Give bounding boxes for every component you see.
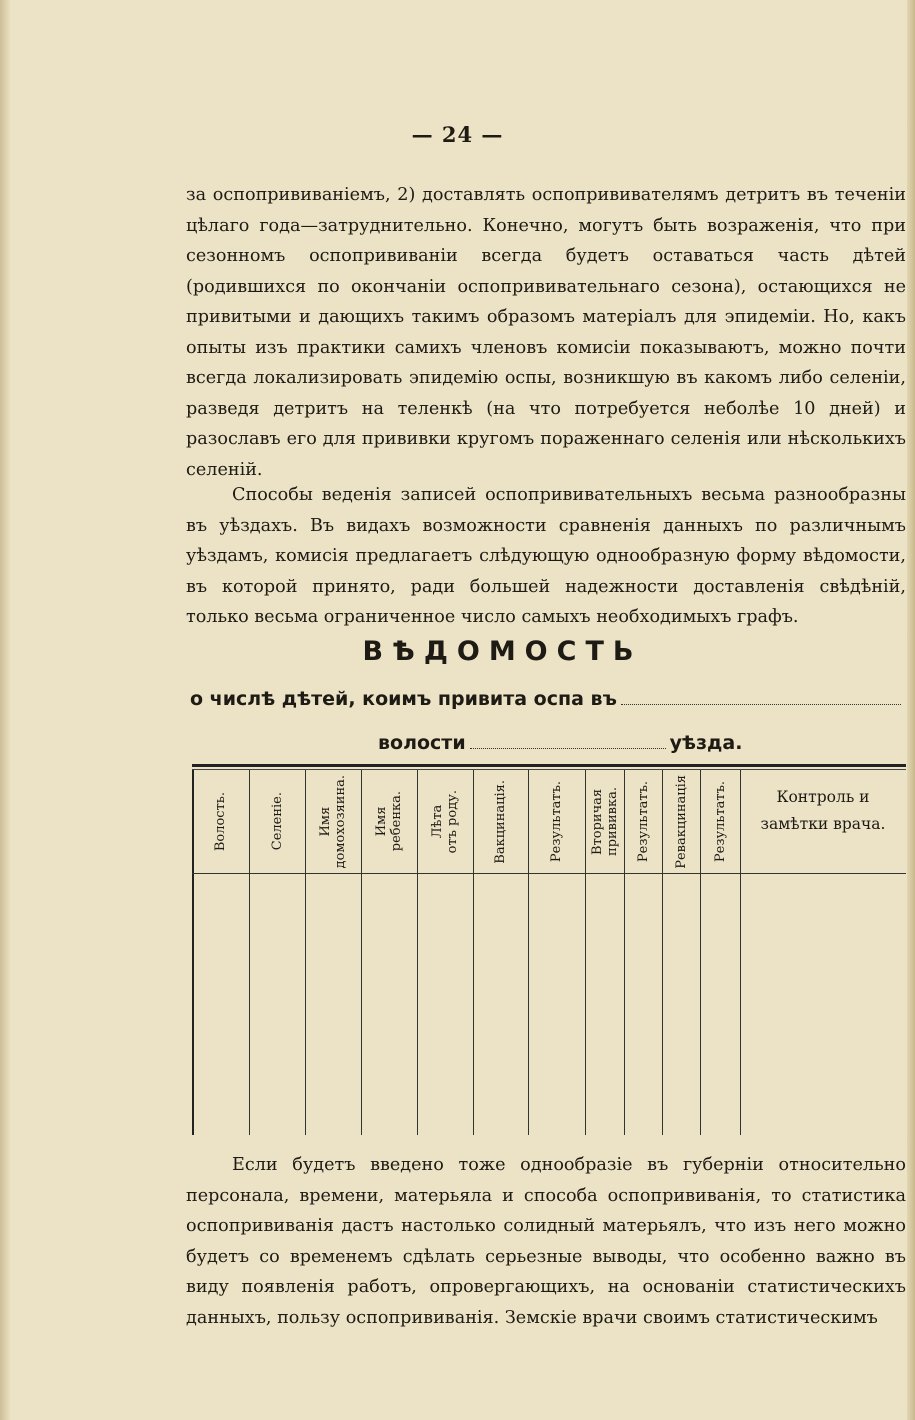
table-header-rule (192, 873, 906, 874)
column-header (473, 770, 528, 873)
column-header (305, 770, 361, 873)
form-title: ВѢДОМОСТЬ (362, 636, 643, 667)
column-header-label: Вакцинація. (493, 779, 508, 864)
column-header (192, 770, 249, 873)
volost-label: волости (378, 732, 466, 754)
column-header (740, 770, 906, 873)
column-header-label: Лѣта отъ роду. (430, 789, 460, 854)
column-header (528, 770, 585, 873)
column-header-label: Контроль и замѣтки врача. (760, 787, 886, 833)
fill-in-dotted-line (470, 748, 666, 749)
paragraph-3: Если будетъ введено тоже однообразіе въ губерніи относительно персонала, времени, матерьяла и способа оспопрививанія, то статистика оспопрививанія дастъ настолько солидный матерьялъ, что изъ него можно будетъ со временемъ сдѣлать серьезные выводы, что особенно важно въ виду появленія работъ, опровергающихъ, на основаніи статистическихъ данныхъ, пользу оспопрививанія. Земскіе врачи своимъ статистическимъ (186, 1155, 906, 1328)
column-header-label: Результатъ. (549, 780, 564, 863)
column-header (249, 770, 305, 873)
column-header (700, 770, 740, 873)
column-header (662, 770, 700, 873)
column-header-label: Волость. (213, 791, 228, 852)
column-header (585, 770, 624, 873)
column-header-label: Вторичая прививка. (589, 787, 620, 856)
register-table (192, 764, 906, 1135)
column-header (361, 770, 417, 873)
column-header (624, 770, 662, 873)
uezd-label: уѣзда. (669, 732, 743, 754)
column-header-label: Имя домохозяина. (318, 774, 348, 869)
column-header (417, 770, 473, 873)
form-subtitle-line-2 (378, 732, 742, 754)
page-number: — 24 — (411, 122, 504, 147)
paragraph-2: Способы веденія записей оспопрививательныхъ весьма разнообразны въ уѣздахъ. Въ видахъ возможности сравненія данныхъ по различнымъ уѣздамъ, комисія предлагаетъ слѣдующую однообразную форму вѣдомости, въ которой принято, ради большей надежности доставленія свѣдѣній, только весьма ограниченное число самыхъ необходимыхъ графъ. (186, 485, 906, 627)
fill-in-dotted-line (621, 703, 901, 705)
page-edge-right (907, 0, 915, 1420)
form-subtitle-line-1 (190, 688, 905, 710)
column-header-label: Результатъ. (712, 780, 728, 863)
page-edge-left (0, 0, 10, 1420)
paragraph-1: за оспопрививаніемъ, 2) доставлять оспопрививателямъ детритъ въ теченіи цѣлаго года—затруднительно. Конечно, могутъ быть возраженія, что при сезонномъ оспопрививаніи всегда будетъ оставаться часть дѣтей (родившихся по окончаніи оспопрививательнаго сезона), остающихся не привитыми и дающихъ такимъ образомъ матеріалъ для эпидеміи. Но, какъ опыты изъ практики самихъ членовъ комисіи показываютъ, можно почти всегда локализировать эпидемію оспы, возникшую въ какомъ либо селеніи, разведя детритъ на теленкѣ (на что потребуется неболѣе 10 дней) и разославъ его для прививки кругомъ пораженнаго селенія или нѣсколькихъ селеній. (186, 185, 906, 480)
column-header-label: Результатъ. (635, 780, 651, 863)
form-subtitle-text: о числѣ дѣтей, коимъ привита оспа въ (190, 688, 617, 710)
column-header-label: Ревакцинація (673, 774, 689, 869)
column-header-label: Имя ребенка. (374, 791, 404, 852)
column-header-label: Селеніе. (269, 792, 285, 851)
